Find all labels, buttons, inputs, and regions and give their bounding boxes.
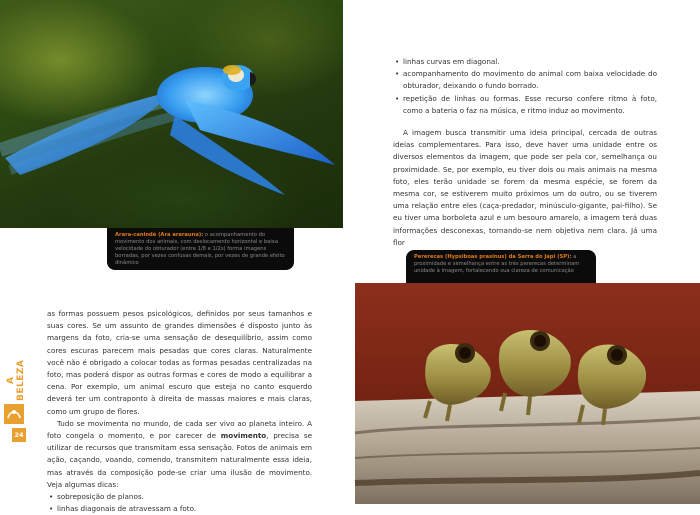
macaw-caption-body: o acompanhamento do movimento dos animais, com deslocamento horizontal e baixa velocidade do obturador (entre 1/8 e 1/2s) forma imagens borradas, por vezes confusas demais, por vezes de grande efeito dinâmico — [115, 232, 285, 266]
macaw-caption-title: Arara-canindé (Ara ararauna): — [115, 232, 204, 238]
frog-caption-body: a proximidade e semelhança entre as três pererecas determinam unidade à imagem, fortalecendo sua clareza de comunicação — [414, 254, 580, 274]
frog-photo — [355, 283, 700, 504]
macaw-photo — [0, 0, 343, 228]
frog-caption-title: Pererecas (Hypsiboas prasinus) da Serra do Japi (SP): — [414, 254, 572, 260]
weight-paragraph: as formas possuem pesos psicológicos, definidos por seus tamanhos e suas cores. Se um assunto de grandes dimensões é disposto junto às margens da foto, cria-se uma sensação de desequilíbrio, assim como cores escuras parecem mais pesadas que cores claras. Naturalmente você não é obrigado a colocar todas as formas pesadas centralizadas na foto, mas poderá dispor as outras formas e cores de modo a equilibrar a cena. Por exemplo, um animal escuro que esteja no canto esquerdo deverá ter um contraponto à direita de massas maiores e mais claras, como um grupo de flores. — [47, 309, 312, 416]
unity-paragraph: A imagem busca transmitir uma ideia principal, cercada de outras ideias complementares. Para isso, deve haver uma unidade entre os diversos elementos da imagem, que pode ser pela cor, semelhança ou proximidade. Se, por exemplo, eu tiver dois ou mais animais na mesma foto, eles terão unidade se forem da mesma espécie, se forem da mesma cor, se estiverem muito próximos um do outro, ou se tiverem uma relação entre eles (caça-predador, minúsculo-gigante, pai-filho). Se eu tiver uma borboleta azul e um besouro amarelo, a imagem terá duas informações desconexas, tornando-se nem objetiva nem clara. Já uma flor — [393, 128, 657, 247]
tree-frogs-icon — [355, 283, 700, 504]
list-item: • linhas curvas em diagonal. — [393, 56, 657, 68]
list-item: • sobreposição de planos. — [47, 491, 312, 503]
list-item: • repetição de linhas ou formas. Esse recurso confere ritmo à foto, como a bateria o faz na música, e ritmo induz ao movimento. — [393, 93, 657, 117]
macaw-caption — [107, 228, 294, 270]
bottom-left-text — [47, 308, 312, 515]
blue-macaw-icon — [0, 0, 343, 228]
chapter-emblem-icon — [4, 404, 24, 424]
top-right-text — [393, 56, 657, 249]
top-right-bullets — [393, 56, 657, 117]
list-item: • acompanhamento do movimento do animal com baixa velocidade do obturador, deixando o fundo borrado. — [393, 68, 657, 92]
bottom-left-bullets — [47, 491, 312, 515]
chapter-label: A BELEZA — [6, 359, 26, 401]
page-number: 24 — [12, 428, 26, 442]
list-item: • linhas diagonais de atravessam a foto. — [47, 503, 312, 515]
movement-paragraph-post: , precisa se utilizar de recursos que transmitam essa sensação. Fotos de animais em ação, caçando, voando, comendo, transmitem naturalmente essa ideia, mas através da composição pode-se criar uma ilusão de movimento. Veja algumas dicas: — [47, 431, 312, 489]
movement-paragraph — [47, 418, 312, 491]
movement-keyword: movimento — [220, 431, 267, 441]
frog-caption — [406, 250, 596, 283]
movement-paragraph-pre: Tudo se movimenta no mundo, de cada ser vivo ao planeta inteiro. A foto congela o momento, e por carecer de — [47, 418, 312, 441]
